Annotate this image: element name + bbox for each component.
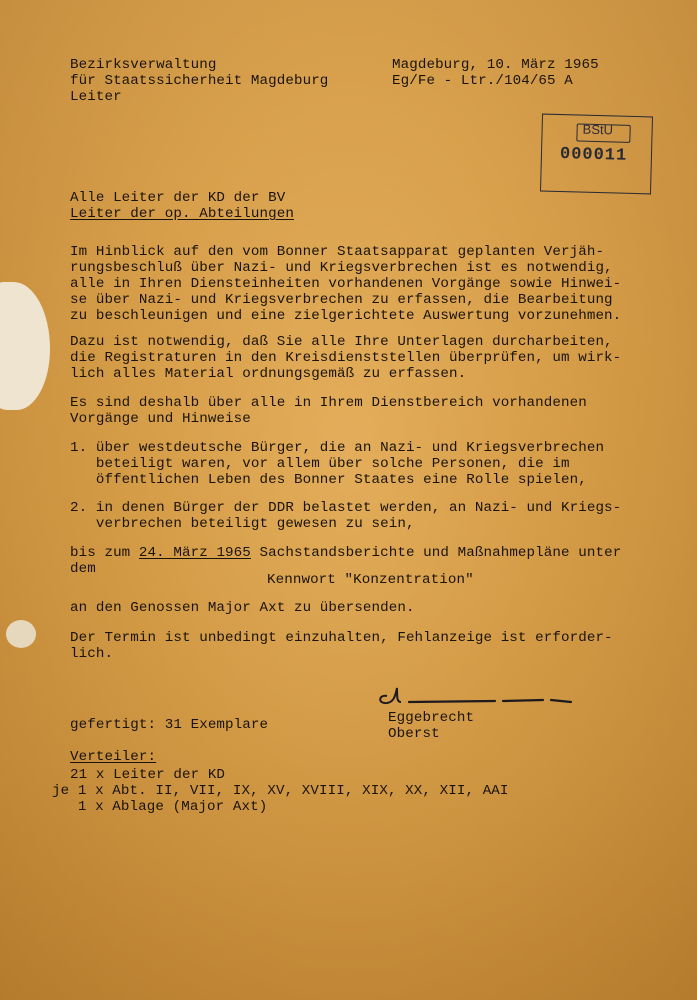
distribution-line: je 1 x Abt. II, VII, IX, XV, XVIII, XIX, XX, XII, AAI [52,783,509,799]
body-line: rungsbeschluß über Nazi- und Kriegsverbrechen ist es notwendig, [70,260,613,276]
recipient-line-2: Leiter der op. Abteilungen [70,206,294,222]
stamp-label: BStU [582,121,614,138]
distribution-heading: Verteiler: [70,749,157,765]
body-line: Vorgänge und Hinweise [70,411,251,427]
deadline-prefix: bis zum [70,545,139,561]
list-item-1-line: 1. über westdeutsche Bürger, die an Nazi- und Kriegsverbrechen [70,440,605,456]
reference-number: Eg/Fe - Ltr./104/65 A [392,73,573,89]
body-line: se über Nazi- und Kriegsverbrechen zu erfassen, die Bearbeitung [70,292,613,308]
sender-line-3: Leiter [70,89,122,105]
body-line: Es sind deshalb über alle in Ihrem Dienstbereich vorhandenen [70,395,587,411]
place-date: Magdeburg, 10. März 1965 [392,57,599,73]
list-item-1-line: beteiligt waren, vor allem über solche Personen, die im [70,456,570,472]
distribution-line: 21 x Leiter der KD [70,767,226,783]
deadline-line-2: dem [70,561,96,577]
list-item-2-line: 2. in denen Bürger der DDR belastet werden, an Nazi- und Kriegs- [70,500,622,516]
deadline-line [70,545,621,561]
body-line: die Registraturen in den Kreisdienststellen überprüfen, um wirk- [70,350,622,366]
body-line: Im Hinblick auf den vom Bonner Staatsapparat geplanten Verjäh- [70,244,605,260]
stamp-number: 000011 [559,145,628,166]
deadline-suffix: Sachstandsberichte und Maßnahmepläne unter [250,545,622,561]
closing-line: lich. [70,646,114,662]
body-line: zu beschleunigen und eine zielgerichtete Auswertung vorzunehmen. [70,308,622,324]
body-line: alle in Ihren Diensteinheiten vorhandenen Vorgänge sowie Hinwei- [70,276,622,292]
deadline-date: 24. März 1965 [138,545,251,561]
punch-hole [6,620,36,648]
distribution-line: 1 x Ablage (Major Axt) [52,799,268,815]
body-line: Dazu ist notwendig, daß Sie alle Ihre Unterlagen durcharbeiten, [70,334,613,350]
recipient-line-1: Alle Leiter der KD der BV [70,190,286,206]
sender-line-1: Bezirksverwaltung [70,57,217,73]
torn-edge [0,282,50,410]
list-item-2-line: verbrechen beteiligt gewesen zu sein, [70,516,415,532]
archive-stamp [540,114,653,195]
handwritten-signature [375,684,575,712]
signer-name: Eggebrecht [388,710,475,726]
closing-line: Der Termin ist unbedingt einzuhalten, Fehlanzeige ist erforder- [70,630,613,646]
sender-line-2: für Staatssicherheit Magdeburg [70,73,329,89]
signer-rank: Oberst [388,726,440,742]
send-to: an den Genossen Major Axt zu übersenden. [70,600,415,616]
copies-count: gefertigt: 31 Exemplare [70,717,269,733]
body-line: lich alles Material ordnungsgemäß zu erfassen. [70,366,467,382]
keyword: Kennwort "Konzentration" [267,572,474,588]
list-item-1-line: öffentlichen Leben des Bonner Staates eine Rolle spielen, [70,472,587,488]
